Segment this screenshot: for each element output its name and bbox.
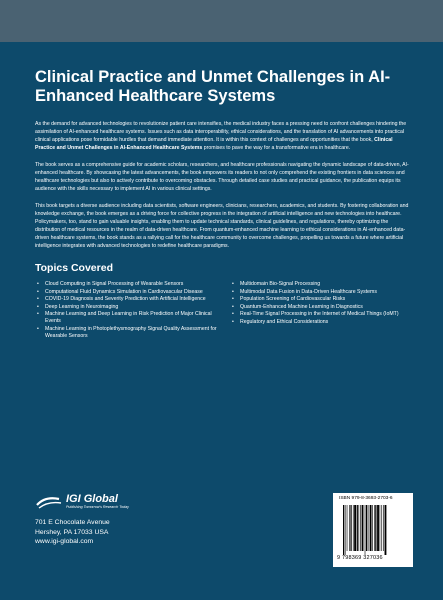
barcode-number: 9 798369 327036 bbox=[337, 555, 383, 561]
book-title: Clinical Practice and Unmet Challenges in AI-Enhanced Healthcare Systems bbox=[35, 68, 391, 105]
topic-item: • Real-Time Signal Processing in the Internet of Medical Things (IoMT) bbox=[230, 311, 413, 318]
igi-global-logo bbox=[35, 494, 215, 510]
topics-columns bbox=[35, 281, 413, 340]
paragraph-1-title-bold: Clinical Practice and Unmet Challenges in AI-Enhanced Healthcare Systems bbox=[35, 137, 393, 151]
topic-item: • Population Screening of Cardiovascular Risks bbox=[230, 296, 413, 303]
topic-item: • Machine Learning in Photoplethysmography Signal Quality Assessment for Wearable Sensors bbox=[35, 326, 218, 340]
topic-item: • Cloud Computing in Signal Processing of Wearable Sensors bbox=[35, 281, 218, 288]
topic-item: • Multidomain Bio-Signal Processing bbox=[230, 281, 413, 288]
back-cover-content bbox=[35, 68, 413, 340]
description-paragraph-3: This book targets a diverse audience including data scientists, software engineers, clinicians, researchers, academics, and students. By fostering collaboration and knowledge exchange, the book emerges as a driving force for collective progress in the integration of artificial intelligence and new technologies into healthcare. Policymakers, too, stand to gain valuable insights, enabling them to update technical standards, clinical guidelines, and regulations, thereby optimizing the distribution of medical resources in the realm of data-driven healthcare. From quantum-enhanced machine learning to ethical considerations in AI-enhanced data-driven healthcare systems, the book stands as a rallying call for the healthcare community to overcome challenges, propelling us towards a future where artificial intelligence integrates with advanced technologies to redefine healthcare paradigms. bbox=[35, 203, 409, 249]
logo-name: IGI Global bbox=[66, 493, 118, 505]
isbn-barcode-box bbox=[333, 493, 413, 567]
topics-list-right bbox=[230, 281, 413, 340]
topic-item: • Machine Learning and Deep Learning in Risk Prediction of Major Clinical Events bbox=[35, 311, 218, 325]
topics-heading: Topics Covered bbox=[35, 262, 113, 274]
address-line-2: Hershey, PA 17033 USA bbox=[35, 528, 109, 536]
website-link[interactable]: www.igi-global.com bbox=[35, 538, 94, 545]
paragraph-1-text-b: promises to pave the way for a transformative era in healthcare. bbox=[202, 145, 351, 151]
topic-item: • Regulatory and Ethical Considerations bbox=[230, 319, 413, 326]
topic-item: • COVID-19 Diagnosis and Severity Prediction with Artificial Intelligence bbox=[35, 296, 218, 303]
isbn-label: ISBN 979-8-3693-2703-6 bbox=[339, 496, 393, 501]
description-paragraph-1 bbox=[35, 120, 413, 152]
topic-item: • Multimodal Data Fusion in Data-Driven Healthcare Systems bbox=[230, 289, 413, 296]
address-line-1: 701 E Chocolate Avenue bbox=[35, 519, 110, 526]
topic-item: • Quantum-Enhanced Machine Learning in Diagnostics bbox=[230, 304, 413, 311]
topics-list-left bbox=[35, 281, 218, 340]
top-band bbox=[0, 0, 443, 42]
paragraph-1-text-a: As the demand for advanced technologies to revolutionize patient care intensifies, the medical industry faces a pressing need to confront challenges hindering the assimilation of AI-enhanced healthcare systems. Issues such as data interoperability, ethical considerations, and the translation of AI advancements into practical clinical applications pose formidable hurdles that demand immediate attention. It is within this context of challenges and opportunities that the book, bbox=[35, 121, 407, 143]
topic-item: • Computational Fluid Dynamics Simulation in Cardiovascular Disease bbox=[35, 289, 218, 296]
description-paragraph-2: The book serves as a comprehensive guide for academic scholars, researchers, and healthcare professionals navigating the dynamic landscape of data-driven, AI-enhanced healthcare. By showcasing the latest advancements, the book empowers its readers to not only comprehend the existing frontiers in data sciences and healthcare technologies but also to actively contribute to overcoming obstacles. Through detailed case studies and practical guidance, the publication equips its audience with the skills necessary to implement AI in various clinical settings. bbox=[35, 162, 409, 192]
publisher-block bbox=[35, 494, 215, 547]
topic-item: • Deep Learning in Neuroimaging bbox=[35, 304, 218, 311]
logo-tagline: Publishing Tomorrow's Research Today bbox=[66, 505, 129, 509]
barcode-icon bbox=[341, 505, 407, 555]
globe-swoosh-icon bbox=[35, 495, 63, 509]
